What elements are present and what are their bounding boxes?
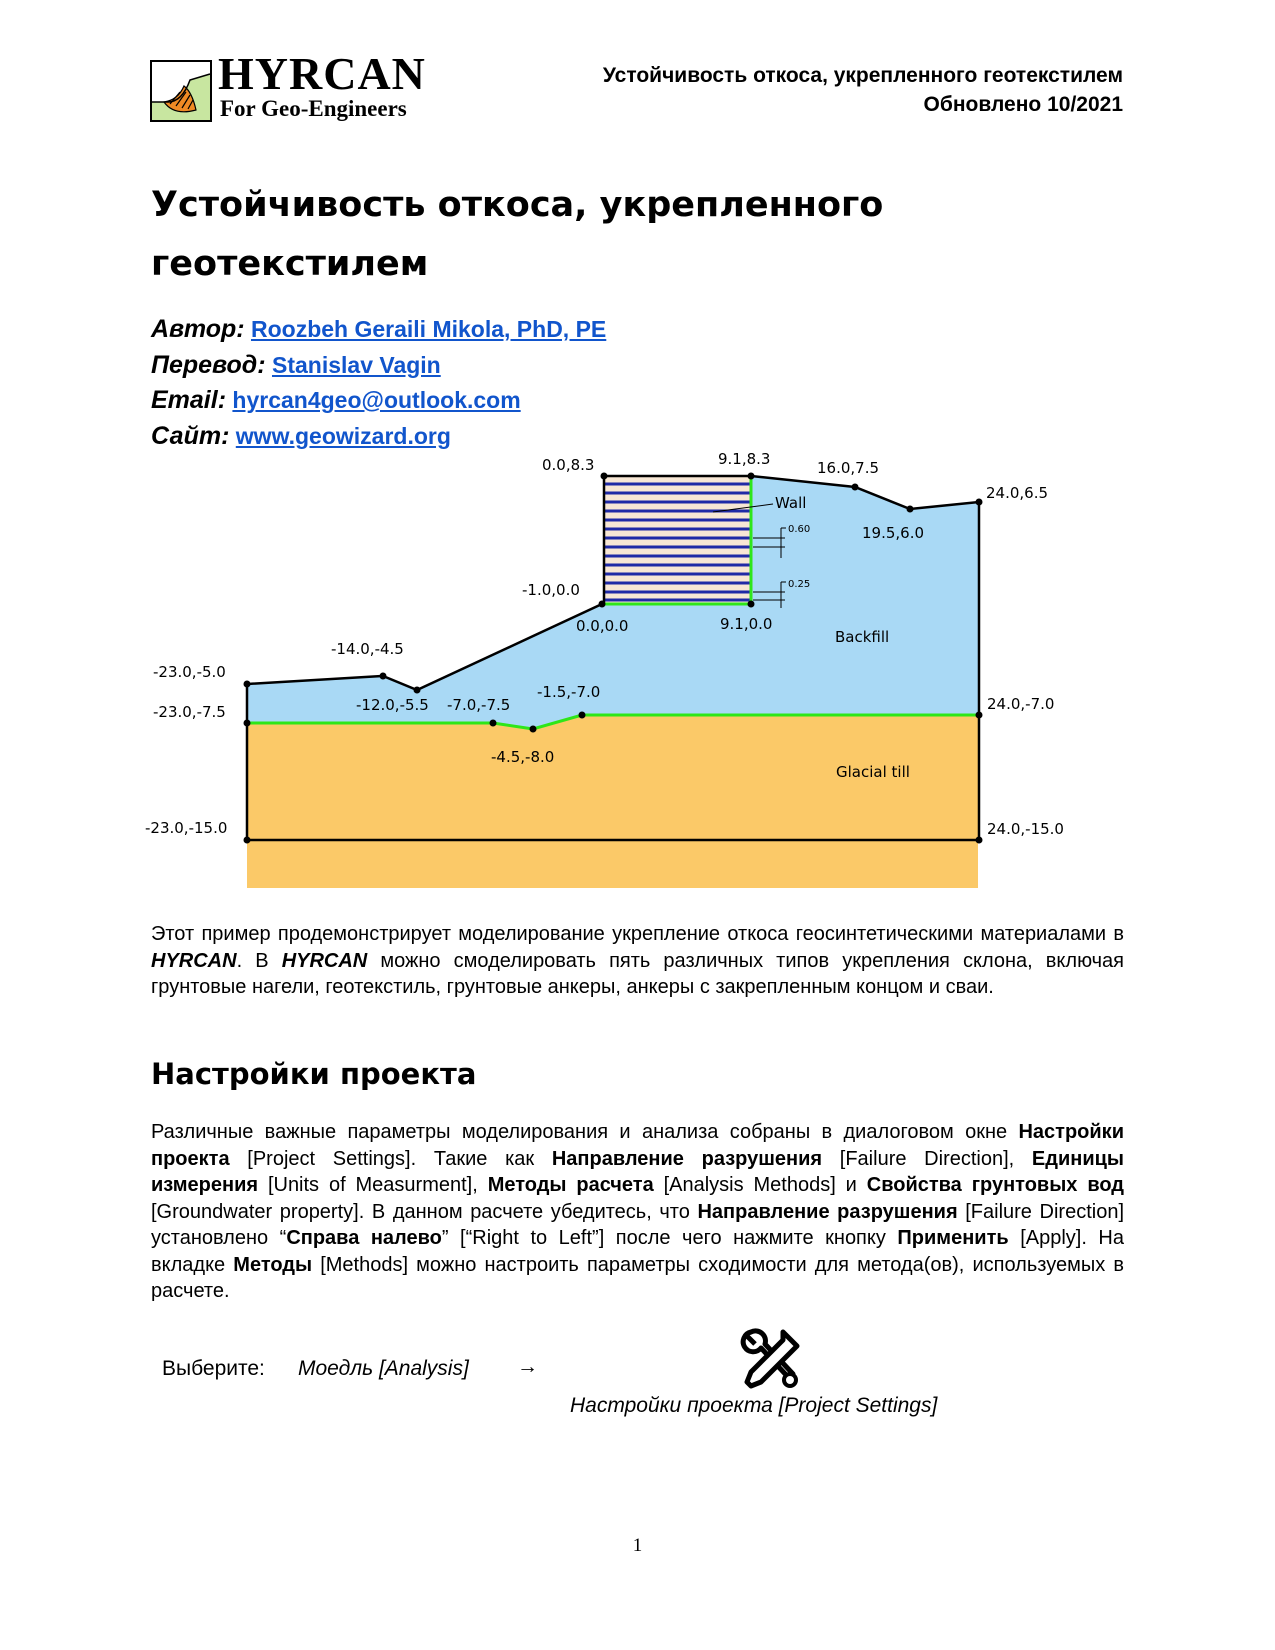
header-updated: Обновлено 10/2021	[923, 93, 1123, 116]
coord-label: 24.0,-15.0	[987, 820, 1064, 838]
translator-link[interactable]: Stanislav Vagin	[271, 351, 441, 378]
hyrcan-logo	[150, 48, 450, 127]
logo-slope-icon	[150, 60, 212, 122]
coord-label: -1.0,0.0	[522, 581, 580, 599]
translator-line	[151, 348, 606, 384]
coord-label: -23.0,-7.5	[153, 703, 226, 721]
hyrcan-name: HYRCAN	[151, 949, 237, 972]
page-title: Устойчивость откоса, укрепленного геотекстилем	[151, 185, 884, 284]
coord-label: 0.0,8.3	[542, 456, 595, 474]
email-label: Email:	[151, 386, 227, 414]
hyrcan-name: HYRCAN	[281, 949, 368, 972]
coord-label: -4.5,-8.0	[491, 748, 555, 766]
email-line	[151, 383, 606, 419]
coord-label: 24.0,6.5	[986, 484, 1049, 502]
section-title-project-settings: Настройки проекта	[151, 1057, 477, 1091]
document-meta	[151, 312, 606, 454]
site-label: Сайт:	[151, 421, 230, 450]
choose-label: Выберите:	[162, 1357, 265, 1380]
coord-label: -12.0,-5.5	[356, 696, 429, 714]
coord-label: 9.1,8.3	[718, 450, 771, 468]
arrow-right-icon: →	[517, 1355, 538, 1378]
page-header	[603, 61, 1123, 119]
site-link[interactable]: www.geowizard.org	[235, 422, 451, 449]
coord-label: -14.0,-4.5	[331, 640, 404, 658]
spacing-label-bottom: 0.25	[788, 579, 811, 590]
author-link[interactable]: Roozbeh Geraili Mikola, PhD, PE	[250, 316, 607, 342]
author-label: Автор:	[151, 315, 245, 343]
spacing-label-top: 0.60	[788, 524, 811, 535]
project-settings-caption: Настройки проекта [Project Settings]	[570, 1394, 938, 1417]
backfill-label: Backfill	[835, 628, 890, 646]
slope-model-figure	[145, 450, 1125, 888]
wall-region	[604, 476, 751, 604]
page-number: 1	[632, 1535, 643, 1556]
header-doc-title: Устойчивость откоса, укрепленного геотекстилем	[602, 64, 1123, 87]
coord-label: -23.0,-15.0	[145, 819, 228, 837]
coord-label: -23.0,-5.0	[153, 663, 226, 681]
email-link[interactable]: hyrcan4geo@outlook.com	[232, 387, 521, 413]
logo-tagline: For Geo-Engineers	[220, 96, 407, 121]
coord-label: -1.5,-7.0	[537, 683, 601, 701]
analysis-menu-path: Моедль [Analysis]	[298, 1357, 469, 1380]
coord-label: 19.5,6.0	[862, 524, 925, 542]
project-settings-tools-icon[interactable]	[737, 1326, 803, 1392]
coord-label: -7.0,-7.5	[447, 696, 511, 714]
slope-model-diagram	[145, 450, 1125, 888]
author-line	[151, 312, 606, 348]
wall-label: Wall	[775, 494, 807, 512]
intro-paragraph: Этот пример продемонстрирует моделирование укрепление откоса геосинтетическими материалами в HYRCAN. В HYRCAN можно смоделировать пять различных типов укрепления склона, включая грунтовые нагели, геотекстиль, грунтовые анкеры, анкеры с закрепленным концом и сваи.	[151, 923, 1124, 998]
logo-name: HYRCAN	[218, 48, 426, 99]
glacial-till-region	[247, 715, 978, 888]
coord-label: 16.0,7.5	[817, 459, 880, 477]
site-line	[151, 419, 606, 455]
project-settings-paragraph: Различные важные параметры моделирования и анализа собраны в диалоговом окне Настройки проекта [Project Settings]. Такие как Направление разрушения [Failure Direction], Единицы измерения [Units of Measurment], Методы расчета [Analysis Methods] и Свойства грунтовых вод [Groundwater property]. В данном расчете убедитесь, что Направление разрушения [Failure Direction] установлено “Справа налево” [“Right to Left”] после чего нажмите кнопку Применить [Apply]. На вкладке Методы [Methods] можно настроить параметры сходимости для метода(ов), используемых в расчете.	[151, 1121, 1125, 1302]
coord-label: 0.0,0.0	[576, 617, 629, 635]
glacial-till-label: Glacial till	[836, 763, 910, 781]
coord-label: 9.1,0.0	[720, 615, 773, 633]
coord-label: 24.0,-7.0	[987, 695, 1055, 713]
translator-label: Перевод:	[151, 350, 266, 379]
